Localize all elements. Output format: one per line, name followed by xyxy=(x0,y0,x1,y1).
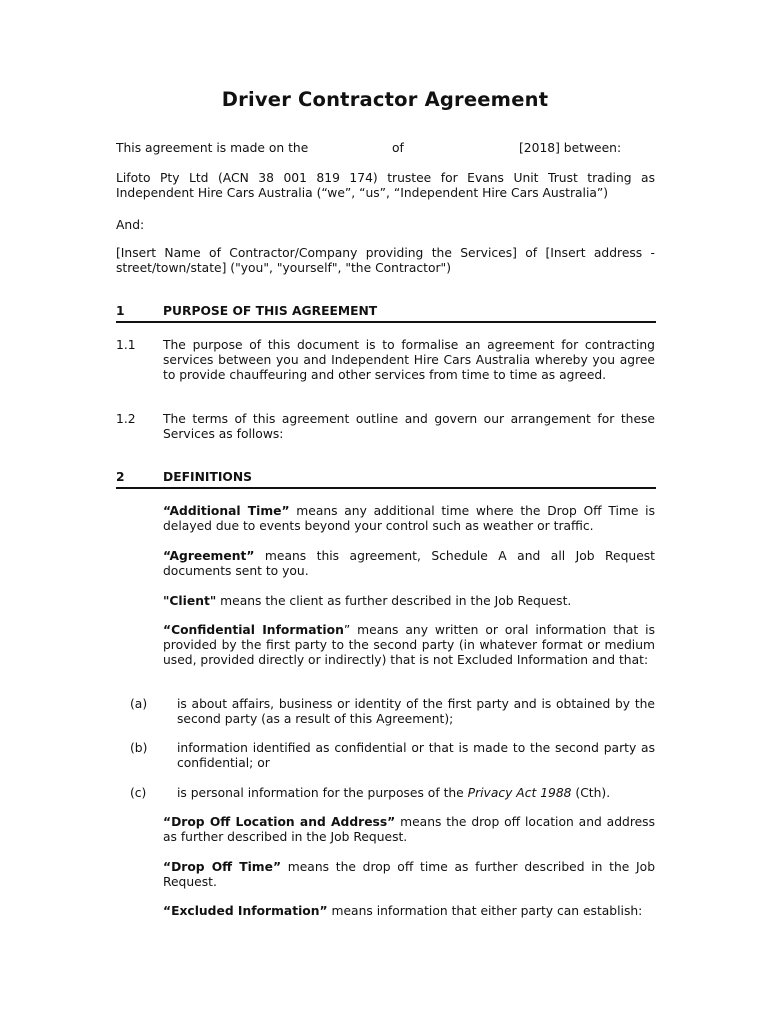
section-number: 2 xyxy=(116,470,125,484)
definition-text: means the client as further described in the Job Request. xyxy=(216,594,572,608)
definition-term: “Confidential Information xyxy=(163,623,344,637)
definition-text: means the drop off location and address as further described in the Job Request. xyxy=(163,815,655,844)
clause-number: 1.1 xyxy=(116,338,136,352)
section-number: 1 xyxy=(116,304,125,318)
definition-drop-off-location xyxy=(163,815,655,845)
definition-term: “Drop Off Time” xyxy=(163,860,282,874)
section-title: PURPOSE OF THIS AGREEMENT xyxy=(163,304,378,318)
item-text: is about affairs, business or identity of the first party and is obtained by the second party (as a result of this Agreement); xyxy=(177,697,655,726)
item-text: information identified as confidential or that is made to the second party as confidential; or xyxy=(177,741,655,770)
party-one-paragraph: Lifoto Pty Ltd (ACN 38 001 819 174) trustee for Evans Unit Trust trading as Independent Hire Cars Australia (“we”, “us”, “Independent Hire Cars Australia”) xyxy=(116,171,655,200)
item-label: (b) xyxy=(130,741,148,755)
clause-number: 1.2 xyxy=(116,412,136,426)
item-label: (a) xyxy=(130,697,148,711)
made-on-text: This agreement is made on the xyxy=(116,141,309,155)
clause-text: The purpose of this document is to formalise an agreement for contracting services between you and Independent Hire Cars Australia whereby you agree to provide chauffeuring and other services from time to time as agreed. xyxy=(163,338,655,382)
definition-excluded-information xyxy=(163,904,655,919)
of-text: of xyxy=(392,141,404,155)
year-between-text: [2018] between: xyxy=(519,141,622,155)
definition-term: "Client" xyxy=(163,594,217,608)
section-title: DEFINITIONS xyxy=(163,470,253,484)
definition-agreement xyxy=(163,549,655,579)
and-label: And: xyxy=(116,218,145,232)
definition-term: “Excluded Information” xyxy=(163,904,328,918)
definition-text: means any additional time where the Drop Off Time is delayed due to events beyond your control such as weather or traffic. xyxy=(163,504,655,533)
definition-text: means information that either party can establish: xyxy=(327,904,643,918)
definition-confidential-information xyxy=(163,623,655,668)
item-text-after: (Cth). xyxy=(571,786,611,800)
section-heading-1 xyxy=(116,304,656,323)
definition-text: means this agreement, Schedule A and all Job Request documents sent to you. xyxy=(163,549,655,578)
section-heading-2 xyxy=(116,470,656,489)
definition-client xyxy=(163,594,655,609)
privacy-act-citation: Privacy Act 1988 xyxy=(467,786,572,800)
agreement-date-line xyxy=(116,141,655,156)
definition-term: “Drop Off Location and Address” xyxy=(163,815,396,829)
definition-term: “Additional Time” xyxy=(163,504,290,518)
item-label: (c) xyxy=(130,786,147,800)
document-title: Driver Contractor Agreement xyxy=(221,88,549,111)
definition-text: ” means any written or oral information that is provided by the first party to the second party (in whatever format or medium used, provided directly or indirectly) that is not Excluded Information and that: xyxy=(163,623,656,667)
item-text-before: is personal information for the purposes of the xyxy=(177,786,468,800)
item-text xyxy=(177,786,655,801)
definition-term: “Agreement” xyxy=(163,549,255,563)
party-two-paragraph: [Insert Name of Contractor/Company providing the Services] of [Insert address - street/town/state] ("you", "yourself", "the Contractor") xyxy=(116,246,655,275)
definition-text: means the drop off time as further described in the Job Request. xyxy=(163,860,656,889)
definition-additional-time xyxy=(163,504,655,534)
clause-text: The terms of this agreement outline and govern our arrangement for these Services as follows: xyxy=(163,412,655,441)
definition-drop-off-time xyxy=(163,860,655,890)
